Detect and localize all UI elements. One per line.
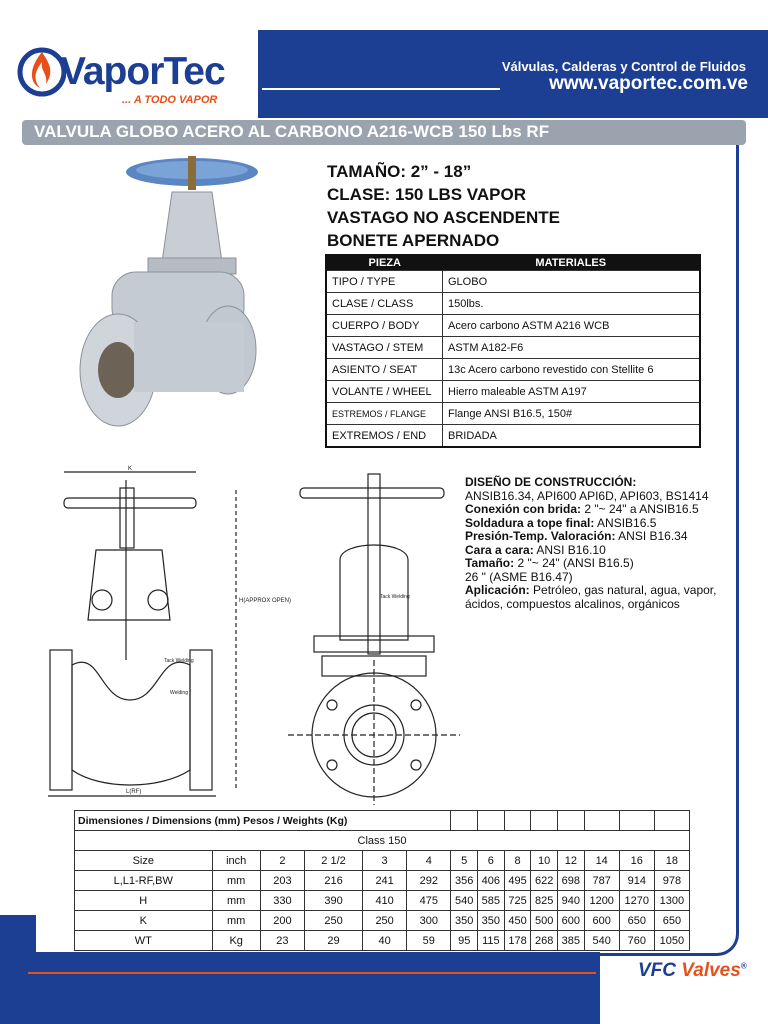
design-specs: DISEÑO DE CONSTRUCCIÓN: ANSIB16.34, API600 API6D, API603, BS1414 Conexión con brida: 2 "~ 24" a ANSIB16.5 Soldadura a tope final: ANSIB16.5 Presión-Temp. Valoración: ANSI B16.34 Cara a cara: ANSI B16.10 Tamaño: 2 "~ 24" (ANSI B16.5) 26 " (ASME B16.47) Aplicación: Petróleo, gas natural, agua, vapor, ácidos, compuestos alcalinos, orgánicos [465,476,755,611]
vfc-valves-logo: VFC Valves® [638,960,747,981]
design-size-extra: 26 " (ASME B16.47) [465,569,573,584]
drawing-label-k: K [128,466,133,472]
dimensions-heading: Dimensiones / Dimensions (mm) Pesos / Weights (Kg) [75,811,451,831]
spec-size: TAMAÑO: 2” - 18” [327,162,472,181]
vaportec-logo [16,36,246,116]
header-banner [258,30,768,118]
table-row: L,L1-RF,BW mm 203 216 241 292 356 406 495 622 698 787 914 978 [75,871,690,891]
design-standards: ANSIB16.34, API600 API6D, API603, BS1414 [465,488,709,503]
flame-logo-icon [16,40,66,100]
table-row: ASIENTO / SEAT 13c Acero carbono revestido con Stellite 6 [326,359,700,381]
spec-class: CLASE: 150 LBS VAPOR [327,185,527,204]
table-row: CLASE / CLASS 150lbs. [326,293,700,315]
materials-table [325,254,701,448]
spec-bonnet: BONETE APERNADO [327,231,500,250]
class-label: Class 150 [75,831,690,851]
table-row: WT Kg 23 29 40 59 95 115 178 268 385 540 760 1050 [75,931,690,951]
website-link[interactable]: www.vaportec.com.ve [549,73,748,94]
spec-stem: VASTAGO NO ASCENDENTE [327,208,560,227]
footer-divider [28,972,596,974]
table-header-row: Size inch 2 2 1/2 3 4 5 6 8 10 12 14 16 18 [75,851,690,871]
drawing-label-tack-welding: Tack Welding [164,658,194,664]
table-row: K mm 200 250 250 300 350 350 450 500 600 600 650 650 [75,911,690,931]
application-value: Petróleo, gas natural, agua, vapor, ácidos, compuestos alcalinos, orgánicos [465,583,717,611]
drawing-label-tack-welding-right: Tack Welding [380,594,410,600]
drawing-label-welding: Welding [170,690,188,696]
header-tagline: Válvulas, Calderas y Control de Fluidos [501,59,746,74]
design-heading: DISEÑO DE CONSTRUCCIÓN: [465,475,637,489]
drawing-label-h: H(APPROX OPEN) [239,598,292,604]
title-bar [22,120,746,145]
logo-wordmark: VaporTec [60,50,225,93]
technical-drawing [40,460,460,805]
table-row: TIPO / TYPE GLOBO [326,271,700,293]
table-row: ESTREMOS / FLANGE Flange ANSI B16.5, 150# [326,403,700,425]
drawing-label-lrf: L(RF) [126,789,142,795]
application-label: Aplicación: [465,583,530,597]
spec-list [327,160,560,252]
table-row: EXTREMOS / END BRIDADA [326,425,700,448]
table-row: VOLANTE / WHEEL Hierro maleable ASTM A197 [326,381,700,403]
valve-photo [76,152,262,452]
materials-header-part: PIEZA [326,255,443,271]
materials-header-material: MATERIALES [443,255,701,271]
table-row: H mm 330 390 410 475 540 585 725 825 940 1200 1270 1300 [75,891,690,911]
page-title: VALVULA GLOBO ACERO AL CARBONO A216-WCB 150 Lbs RF [34,122,550,141]
header-divider [262,88,500,90]
logo-tagline: ... A TODO VAPOR [122,94,218,106]
table-row: CUERPO / BODY Acero carbono ASTM A216 WCB [326,315,700,337]
footer-banner [0,952,600,1024]
table-row: VASTAGO / STEM ASTM A182-F6 [326,337,700,359]
dimensions-table [74,810,690,951]
